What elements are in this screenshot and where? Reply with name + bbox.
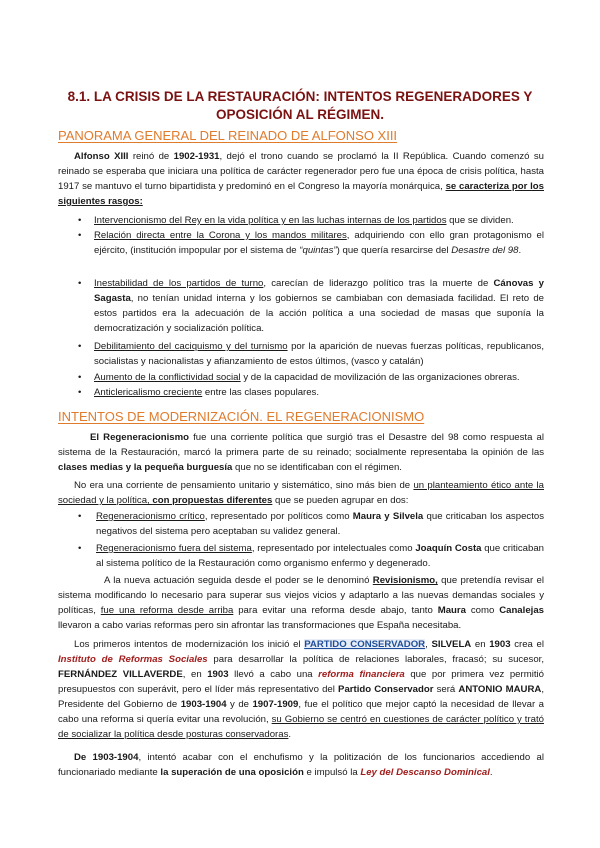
bullet-item: Intervencionismo del Rey en la vida política y en las luchas internas de los partidos que se dividen. <box>94 215 514 226</box>
bullet-marker: • <box>78 372 82 383</box>
bullet-item: Regeneracionismo fuera del sistema, representado por intelectuales como Joaquín Costa que criticaban al sistema político de la Restauración como organismo enfermo y degenerado. <box>96 543 544 569</box>
bullet-marker: • <box>78 511 82 522</box>
bullet-item: Relación directa entre la Corona y los mandos militares, adquiriendo con ello gran protagonismo el ejército, (institución impopular por el sistema de “quintas”) que quería resarcirse del Desastre del 98. <box>94 230 544 256</box>
bullet-marker: • <box>78 215 82 226</box>
bullet-item: Aumento de la conflictividad social y de la capacidad de movilización de las organizaciones obreras. <box>94 372 520 383</box>
paragraph-revisionismo: A la nueva actuación seguida desde el poder se le denominó Revisionismo, que pretendía revisar el sistema modificando lo necesario para superar sus viejos vicios y adaptarlo a las nuevas demandas sociales y políticas, fue una reforma desde arriba para evitar una reforma desde abajo, tanto Maura como Canalejas llevaron a cabo varias reformas pero sin afrontar las transformaciones que España necesitaba. <box>58 575 544 631</box>
page-title: 8.1. LA CRISIS DE LA RESTAURACIÓN: INTENTOS REGENERADORES Y OPOSICIÓN AL RÉGIMEN. <box>67 89 533 122</box>
bullet-marker: • <box>78 278 82 289</box>
bullet-marker: • <box>78 230 82 241</box>
intro-paragraph: Alfonso XIII reinó de 1902-1931, dejó el trono cuando se proclamó la II República. Cuando comenzó su reinado se esperaba que iniciara una política de carácter regenerador pero fue una época de crisis política, hasta 1917 se mantuvo el turno bipartidista y predominó en el Congreso la mayoría monárquica, se caracteriza por los siguientes rasgos: <box>58 151 545 207</box>
bullet-item: Regeneracionismo crítico, representado por políticos como Maura y Silvela que criticaban los aspectos negativos del sistema pero aceptaban su validez general. <box>96 511 544 537</box>
section-heading-regeneracionismo: INTENTOS DE MODERNIZACIÓN. EL REGENERACIONISMO <box>58 409 425 424</box>
bullet-marker: • <box>78 341 82 352</box>
bullet-marker: • <box>78 387 82 398</box>
paragraph-maura-reformas: De 1903-1904, intentó acabar con el enchufismo y la politización de los funcionarios accediendo al funcionariado mediante la superación de una oposición e impulsó la Ley del Descanso Dominical. <box>58 752 544 778</box>
section-heading-panorama: PANORAMA GENERAL DEL REINADO DE ALFONSO XIII <box>58 128 398 143</box>
bullet-item: Anticlericalismo creciente entre las clases populares. <box>94 387 320 398</box>
paragraph-regeneracionismo: El Regeneracionismo fue una corriente política que surgió tras el Desastre del 98 como respuesta al sistema de la Restauración, marcó la primera parte de su reinado; socialmente representaba la opinión de las clases medias y la pequeña burguesía que no se identificaban con el régimen. <box>58 432 544 473</box>
bullet-item: Inestabilidad de los partidos de turno, carecían de liderazgo político tras la muerte de Cánovas y Sagasta, no tenían unidad interna y los gobiernos se cambiaban con demasiada facilidad. El reto de estos partidos era la adecuación de la acción política a una sociedad de masas que suponía la democratización y socialización política. <box>94 278 544 334</box>
paragraph-partido-conservador: Los primeros intentos de modernización los inició el PARTIDO CONSERVADOR, SILVELA en 1903 crea el Instituto de Reformas Sociales para desarrollar la política de relaciones laborales, fracasó; su sucesor, FERNÁNDEZ VILLAVERDE, en 1903 llevó a cabo una reforma financiera que por primera vez permitió presupuestos con superávit, pero el líder más representativo del Partido Conservador será ANTONIO MAURA, Presidente del Gobierno de 1903-1904 y de 1907-1909, fue el político que mejor captó la necesidad de llevar a cabo una reforma si quería evitar una revolución, su Gobierno se centró en cuestiones de carácter político y trató de socializar la política desde posturas conservadoras. <box>58 639 545 740</box>
paragraph-corriente: No era una corriente de pensamiento unitario y sistemático, sino más bien de un planteamiento ético ante la sociedad y la política, con propuestas diferentes que se pueden agrupar en dos: <box>58 480 544 506</box>
partido-conservador-link[interactable]: PARTIDO CONSERVADOR <box>304 639 426 650</box>
bullet-item: Debilitamiento del caciquismo y del turnismo por la aparición de nuevas fuerzas políticas, republicanos, socialistas y nacionalistas y afianzamiento de estos últimos, (vasco y catalán) <box>94 341 544 367</box>
bullet-marker: • <box>78 543 82 554</box>
